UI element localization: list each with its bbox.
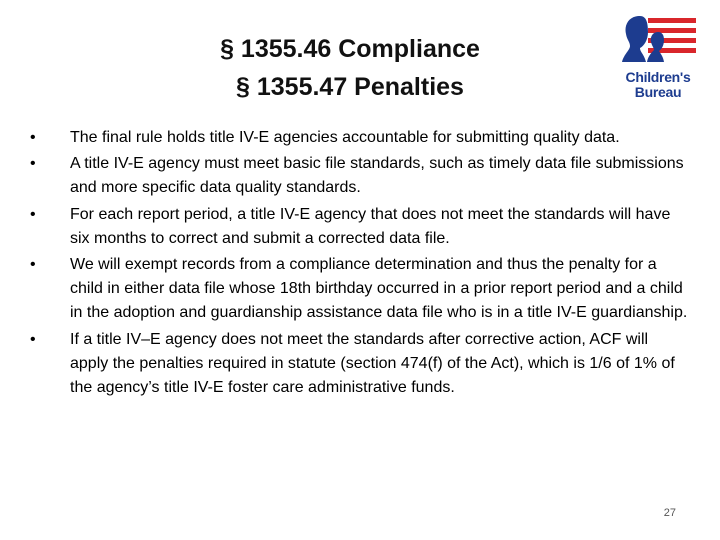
bullet-glyph: •	[30, 205, 36, 223]
bullet-text: For each report period, a title IV-E agency that does not meet the standards will have six months to correct and submit a corrected data file.	[70, 205, 671, 247]
bullet-item	[30, 328, 690, 401]
logo-text-childrens: Children's	[625, 69, 691, 85]
page-number: 27	[663, 507, 676, 519]
bullet-list	[30, 126, 690, 402]
slide-title	[120, 30, 580, 106]
bullet-item	[30, 152, 690, 200]
bullet-text: If a title IV–E agency does not meet the standards after corrective action, ACF will apply the penalties required in statute (section 474(f) of the Act), which is 1/6 of 1% of the agency’s title IV-E foster care administrative funds.	[70, 330, 675, 397]
bullet-text: The final rule holds title IV-E agencies accountable for submitting quality data.	[70, 129, 620, 146]
bullet-text: We will exempt records from a compliance determination and thus the penalty for a child in either data file whose 18th birthday occurred in a prior report period and a child in the adoption and guardianship assistance data file who is in a title IV-E guardianship.	[70, 256, 688, 322]
bullet-glyph: •	[30, 256, 36, 274]
childrens-bureau-logo-icon	[618, 14, 698, 70]
bullet-glyph: •	[30, 129, 36, 146]
bullet-glyph: •	[30, 155, 36, 173]
title-line-compliance: § 1355.46 Compliance	[220, 35, 480, 63]
childrens-bureau-logo	[610, 14, 706, 106]
title-line-penalties: § 1355.47 Penalties	[236, 73, 464, 101]
bullet-item	[30, 203, 690, 251]
bullet-item	[30, 126, 690, 150]
logo-wordmark	[610, 70, 706, 100]
bullet-glyph: •	[30, 330, 36, 348]
bullet-text: A title IV-E agency must meet basic file standards, such as timely data file submissions and more specific data quality standards.	[70, 155, 684, 197]
bullet-item	[30, 253, 690, 326]
logo-text-bureau: Bureau	[634, 84, 682, 100]
